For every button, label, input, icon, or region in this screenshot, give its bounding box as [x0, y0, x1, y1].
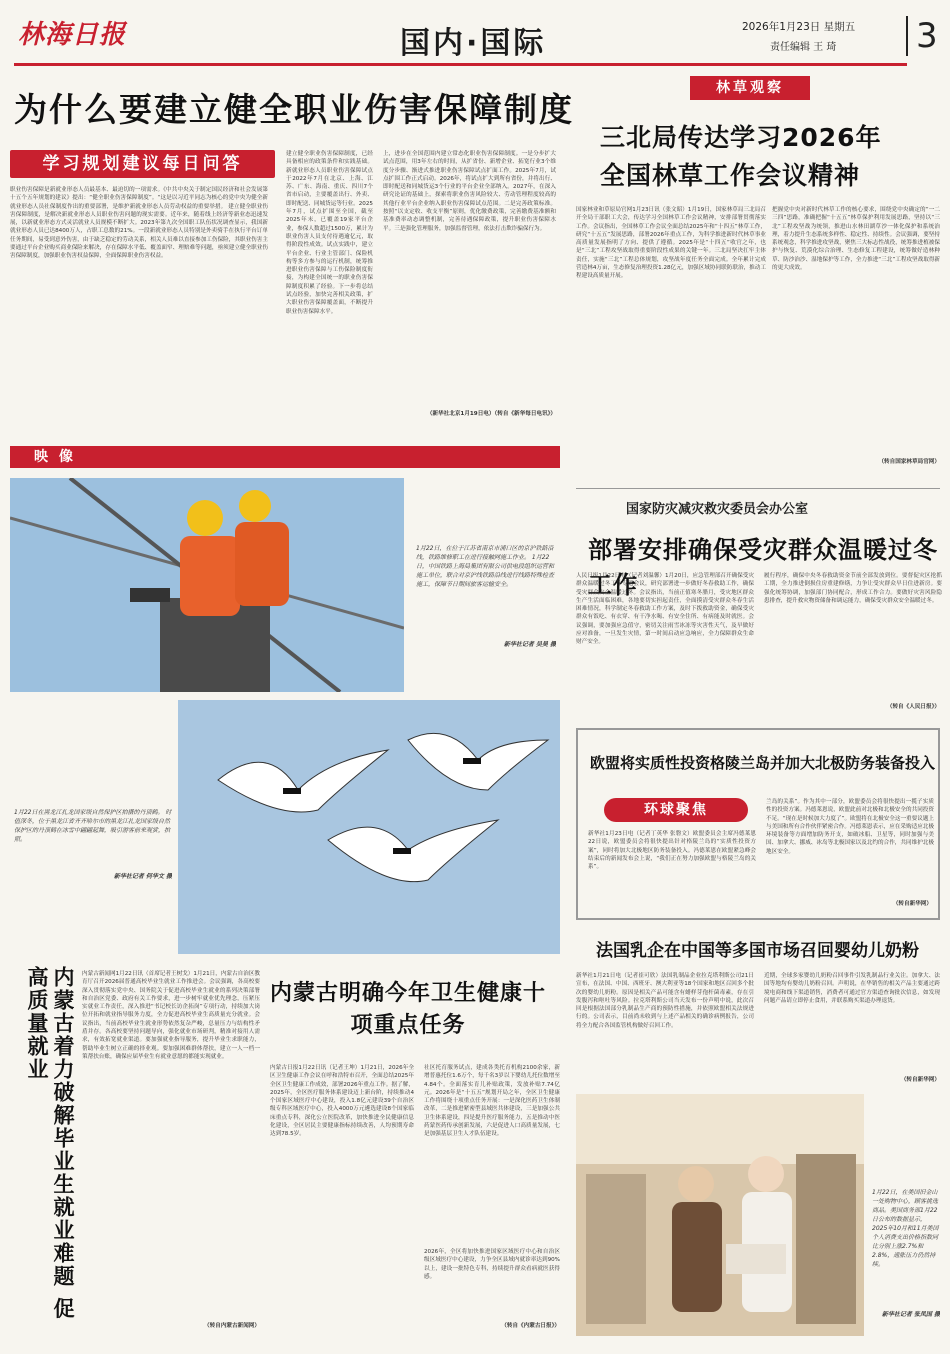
inner-mongolia-body: 内蒙古新闻网1月22日讯（首席记者王树戈）1月21日，内蒙古自治区教育厅召开2026届普通高校毕业生就业工作推进会。会议强调，各高校要深入贯彻落实党中央、国务院关于促进高校毕业生就业的系列决策部署和自治区党委、政府有关工作要求，进一步树牢就业优先理念，压紧压实就业工作责任，深入推进“书记校长访企拓岗”专项行动，持续加大岗位开拓和就业指导服务力度，全力促进高校毕业生高质量充分就业。会议指出，当前高校毕业生就业形势依然复杂严峻，总量压力与结构性矛盾并存。各高校要坚持问题导向，强化就业市场研判，精准对接用人需求，有效拓宽就业渠道。要加强就业指导服务，提升毕业生求职能力，帮助毕业生树立正确的择业观。要加强困难群体帮扶，建立一人一档一策帮扶台账，确保应届毕业生有就业意愿的都能实现就业。: [82, 971, 260, 1060]
global-focus-label: 环球聚焦: [644, 802, 708, 818]
formula-col2: 近期，全球多家婴幼儿奶粉召回事件引发乳制品行业关注。加拿大、法国等地均有婴幼儿奶粉召回。声明说，在华销售的相关产品主要通过跨境电商和线下渠道销售，消费者可通过官方渠道查询批次信息，如发现问题产品请立即停止食用，并联系购买渠道办理退货。: [764, 973, 940, 1004]
health-col2: 社区托育服务试点，建成各类托育机构2100余家，新增普惠托位1.6万个，每千名3岁以下婴幼儿托位数增至4.84个。全面落实育儿补贴政策，发放补贴7.74亿元。2026年是“十五五”规划开局之年，全区卫生健康工作将围绕十项重点任务开展：一是深化医药卫生体制改革，二是推进紧密型县域医共体建设，三是加强公共卫生体系建设，四是提升医疗服务能力，五是推动中医药蒙医药传承创新发展，六是促进人口高质量发展，七是加强基层卫生人才队伍建设。: [424, 1065, 560, 1138]
europe-source: （转自新华网）: [892, 901, 932, 907]
article1-headline: 为什么要建立健全职业伤害保障制度: [14, 90, 574, 129]
europe-col2: 兰岛的关系”。作为其中一部分，欧盟委员会将很快提出一揽子实质性的投资方案。冯德莱恩说，欧盟此前对北极和北极安全的共同投资不足。“现在是时候加大力度了”。欧盟将在北极安全这一重要议题上与美国和所有合作伙伴紧密合作。冯德莱恩表示，应在采购适应北极环境装备等方面增加防务开支，如破冰船、卫星等，同时加强与美国、加拿大、挪威、冰岛等北极国家以及北约的合作，共同维护北极地区安全。: [766, 799, 934, 855]
sanbei-col2: 把握党中央对新时代林草工作的核心要求，围绕党中央确定的“一二三四”思路，准确把握“十五五”林草保护利用发展思路，坚持以“三北”工程攻坚战为统领，推进山水林田湖草沙一体化保护和系统治理，着力提升生态系统多样性、稳定性、持续性。会议强调，要坚持系统观念，科学推进攻坚战，聚焦三大标志性战役，统筹推进植被保护与恢复、荒漠化综合治理、生态修复工程建设，统筹做好造林种草、防沙治沙、湿地保护等工作，全力推进“三北”工程攻坚战取得新的更大成效。: [772, 207, 940, 272]
photo-column-label: 映 像: [34, 449, 76, 465]
sanbei-headline-line1: 三北局传达学习2026年: [600, 123, 882, 152]
formula-headline: 法国乳企在中国等多国市场召回婴幼儿奶粉: [596, 941, 919, 961]
shopping-mall-illustration: [576, 1094, 864, 1336]
formula-col1: 新华社1月21日电（记者崔可欣）法国乳制品企业拉克塔利斯公司21日宣布，在法国、中国、西班牙、澳大利亚等18个国家和地区召回多个批次的婴幼儿奶粉。原因是相关产品可能含有蜡样芽孢杆菌毒素，存在引发腹泻和呕吐等风险。拉克塔利斯公司当天发布一份声明中说，此次召回是根据法国部分乳制品生产商的预防性措施，并依照欧盟相关法规进行的。公司表示，目前尚未收到与上述产品相关的确诊病例报告，公司将全力配合各国监管机构做好召回工作。: [576, 973, 754, 1029]
article1-col3: 上，进步在全国范围内建立常态化职业伤害保障制度。一是分步扩大试点范围，用3年左右的时间，从扩省份、新增企业、拓宽行业3个维度分步骤、渐进式推进职业伤害保障试点扩面工作。2025年7月，试点扩围工作正式启动。2026年，将试点扩大到所有省份，并将出行、即时配送和同城货运3个行业的平台企业全部纳入。2027年，在深入研究论证的基础上，探索将职业伤害风险较大、劳动管理程度较高的其他行业平台企业纳入职业伤害保障试点范围。二是完善政策标准。按照“以支定收、收支平衡”原则，优化缴费政策，完善缴费基准额和基准费率动态调整机制，完善待遇保障政策，提升职业伤害保障水平。三是强化管理服务，加强监督管理，依法打击欺诈骗保行为。: [383, 151, 556, 232]
sanbei-headline-line2: 全国林草工作会议精神: [600, 161, 861, 190]
qa-column-label: 学习规划建议每日问答: [42, 154, 243, 174]
formula-source: （转自新华网）: [900, 1077, 940, 1083]
health-headline: 内蒙古明确今年卫生健康十项重点任务: [270, 981, 547, 1038]
section-title: 国内·国际: [400, 26, 547, 61]
disaster-col1: 人民日报1月22日电（记者刘温馨）1月20日，应急管理部召开确保受灾群众温暖过冬工作专题会议，研究部署进一步做好冬春救助工作，确保受灾群众安全温暖过冬。会议指出，当前正值寒冬腊月，受灾地区群众生产生活面临困难，各地要切实担起责任，全面摸清受灾群众冬春生活困难情况，科学制定冬春救助工作方案，及时下拨救助资金，确保受灾群众有饭吃、有衣穿、有干净水喝、有安全住所、有病能及时就医。会议强调，要加强应急值守，密切关注雨雪冰冻等灾害性天气，及早做好应对准备，一旦发生灾情，第一时间启动应急响应，全力保障群众生命财产安全。: [576, 573, 754, 646]
disaster-kicker: 国家防灾减灾救灾委员会办公室: [626, 502, 809, 517]
forestry-column-band: [690, 76, 810, 100]
cranes-photo-credit: 新华社记者 何华文 摄: [113, 873, 172, 880]
cranes-photo: [178, 700, 560, 954]
global-focus-band: [604, 798, 748, 822]
railway-photo-caption: 1月22日，在位于江苏省南京市浦口区的京沪铁路沿线，铁路维修职工在进行接触网施工作业。 1月22日，中国铁路上海局集团有限公司供电段组织运营和施工单位，联合对京沪线铁路沿线进行线路特殊检查施工，保障节日期间旅客运输安全。: [416, 545, 555, 588]
inner-mongolia-vertical-headline: 内蒙古着力破解毕业生就业难题 促高质量就业: [25, 966, 75, 1321]
disaster-source: （转自《人民日报》）: [886, 704, 940, 710]
disaster-divider: [576, 488, 940, 489]
railway-workers-photo: [10, 478, 404, 692]
health-col1: 内蒙古日报1月22日讯（记者王坤）1月21日，2026年全区卫生健康工作会议在呼和浩特市召开，全面总结2025年全区卫生健康工作成效，部署2026年重点工作。据了解，2025年，全区医疗服务体系建设迈上新台阶，持续推动4个国家区域医疗中心建设，投入1.8亿元建设39个自治区级专科区域医疗中心，投入4000万元遴选建设8个国家临床重点专科，深化公立医院改革，加快推进全民健康信息化建设，全区居民主要健康指标持续改善，人均预期寿命达到78.5岁。: [270, 1065, 414, 1138]
shoppers-photo: [576, 1094, 864, 1336]
cranes-photo-caption: 1月22日在黑龙江扎龙国家级自然保护区拍摄的丹顶鹤。 时值深冬，位于黑龙江省齐齐哈尔市的黑龙江扎龙国家级自然保护区的丹顶鹤在冰雪中翩翩起舞，吸引游客前来观赏，拍照。: [14, 809, 172, 843]
red-crowned-cranes-illustration: [178, 700, 560, 954]
disaster-headline: 部署安排确保受灾群众温暖过冬工作: [588, 536, 938, 599]
railway-photo-credit: 新华社记者 吴昊 摄: [503, 641, 556, 648]
inner-mongolia-source: （转自内蒙古新闻网）: [204, 1323, 260, 1329]
newspaper-logo: 林海日报: [18, 20, 127, 50]
shoppers-photo-caption: 1月22日，在美国旧金山一处购物中心，顾客挑选商品。美国商务部1月22日公布的数据显示，2025年10月和11月美国个人消费支出价格指数同比分别上涨2.7%和2.8%，通胀压力仍然持续。: [872, 1189, 939, 1268]
europe-col1: 新华社1月23日电（记者丁英华 张磐文）欧盟委员会主席冯德莱恩22日说，欧盟委员会将很快提出针对格陵兰岛的“实质性投资方案”，同时将加大北极地区防务装备投入。冯德莱恩在欧盟紧急峰会结束后的新闻发布会上说，“我们正在努力加强欧盟与格陵兰岛的关系”。: [588, 831, 756, 871]
sanbei-source: （转自国家林草局官网）: [878, 459, 940, 465]
forestry-column-label: 林草观察: [716, 80, 784, 96]
health-source: （转自《内蒙古日报》）: [501, 1323, 560, 1329]
masthead-rule: [14, 63, 907, 66]
photo-column-band: [10, 446, 560, 468]
railway-workers-illustration: [10, 478, 404, 692]
europe-headline: 欧盟将实质性投资格陵兰岛并加大北极防务装备投入: [590, 754, 936, 772]
masthead: [0, 0, 950, 64]
article1-source: （新华社北京1月19日电）（转自《新华每日电讯》）: [426, 411, 556, 417]
disaster-col2: 履行程序，确保中央冬春救助资金节前全部发放到位。要督促灾区抢抓工期，全力推进倒损住房重建修缮，力争让受灾群众早日住进新房。要强化统筹协调，加强部门协同配合，形成工作合力。要做好灾害风险隐患排查，提升救灾物资储备和调运能力，确保受灾群众安全温暖过冬。: [764, 573, 942, 604]
sanbei-col1: 国家林业和草原局官网1月23日讯（张文昭）1月19日，国家林草局三北局召开全局干部职工大会，传达学习全国林草工作会议精神，安排部署贯彻落实工作。会议指出，全国林草工作会议全面总结2025年和“十四五”林草工作，研究“十五五”发展思路，部署2026年重点工作，为科学推进新时代林草事业高质量发展指明了方向、提供了遵循。2025年是“十四五”收官之年，也是“三北”工程攻坚战取得重要阶段性成果的关键一年。三北局坚决扛牢主体责任，实施“三北”工程总体规划，攻坚战年度任务全面完成。全年累计完成营造林4万亩，生态修复治理投资1.28亿元，加强区域协同联防联治，推动工程建设高质量开展。: [576, 207, 766, 280]
page-number: 3: [906, 16, 938, 56]
shoppers-photo-credit: 新华社记者 张凤国 摄: [881, 1311, 940, 1318]
issue-date: 2026年1月23日 星期五: [742, 21, 856, 33]
article1-col2: 建立健全职业伤害保障制度，已经具备相应的政策条件和实践基础。新就业形态人员职业伤害保障试点于2022年7月在北京、上海、江苏、广东、海南、重庆、四川7个省市启动，主要覆盖出行、外卖、即时配送、同城货运等行业。2025年7月，试点扩围至全国，截至2025年末，已覆盖19家平台企业，参保人数超过1500万，累计为职业伤害人员支付待遇逾亿元，取得阶段性成效。试点实践中，建立平台企业、行业主管部门、保险机构等多方参与的运行机制，统筹推进职业伤害保障与工伤保险制度衔接，为构建全国统一的职业伤害保障制度积累了经验。下一步将总结试点经验，加快完善相关政策，扩大职业伤害保障覆盖面，不断提升职业伤害保障水平。: [286, 151, 373, 315]
responsible-editor: 责任编辑 王 琦: [770, 42, 837, 53]
article1-col1: 职业伤害保障是新就业形态人员最基本、最迫切的一项需求。《中共中央关于制定国民经济和社会发展第十五个五年规划的建议》提出：“健全职业伤害保障制度”。“这是以习近平同志为核心的党中央为健全新就业形态人员社保制度作出的重要部署，是维护新就业形态人员劳动权益的重要举措。 建立健全职业伤害保障制度，是解决新就业形态人员职业伤害问题的现实需要。近年来，随着线上经济等新业态迅速发展，以新就业形态方式灵活就业人员规模不断扩大。2023年第九次全国职工队伍状况调查显示，我国新就业形态人员已达8400万人，占职工总数的21%。一段新就业形态人员特别是外卖骑手在执行平台订单任务期间，易受到意外伤害，由于缺乏稳定的劳动关系，相关人员难以直接参加工伤保险，其职业伤害主要通过平台企业购买商业保险来解决，存在保障水平低、覆盖面窄、理赔难等问题，亟须建立健全职业伤害保障制度，加强职业伤害权益保障，全面保障职业伤害权益。: [10, 187, 268, 260]
health-col3: 2026年，全区将加快推进国家区域医疗中心和自治区级区域医疗中心建设，力争全区县域内就诊率达到90%以上，建设一批特色专科，持续提升群众看病就医获得感。: [424, 1249, 560, 1280]
